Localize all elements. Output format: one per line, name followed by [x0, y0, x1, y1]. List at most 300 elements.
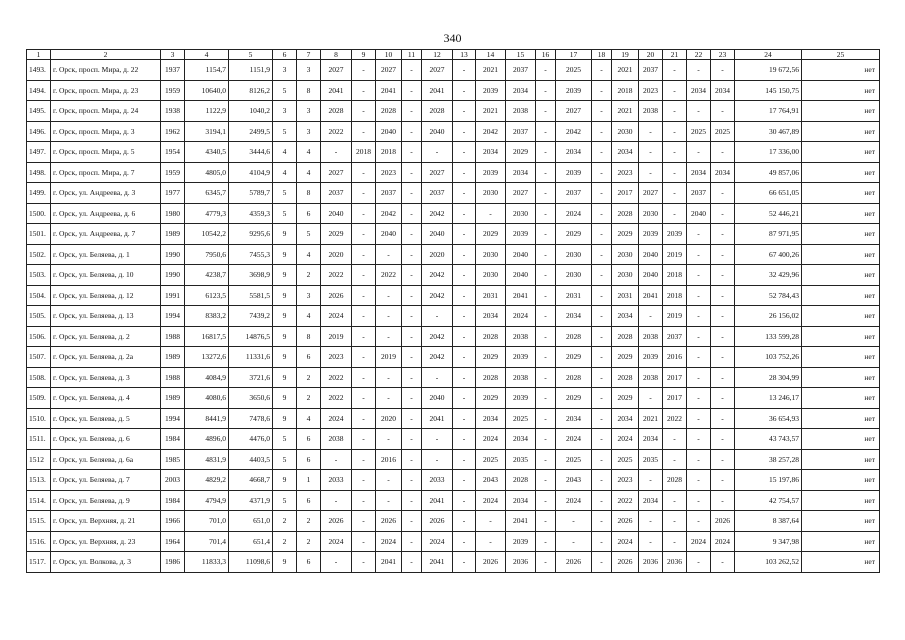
table-row	[27, 265, 880, 286]
table-cell: -	[592, 121, 612, 142]
table-cell: 4371,9	[229, 490, 273, 511]
table-cell: 2029	[321, 224, 352, 245]
table-cell: -	[536, 429, 556, 450]
table-cell: 2030	[612, 265, 639, 286]
table-cell: 6	[297, 429, 321, 450]
table-cell: -	[687, 490, 711, 511]
table-cell: -	[711, 285, 735, 306]
table-cell: -	[592, 244, 612, 265]
table-cell: -	[402, 285, 422, 306]
table-cell: нет	[802, 388, 880, 409]
table-cell: 2038	[506, 367, 536, 388]
table-cell: 1984	[161, 490, 185, 511]
table-cell: 2	[297, 511, 321, 532]
table-cell: 2037	[506, 60, 536, 81]
table-cell: -	[536, 306, 556, 327]
table-cell: 651,0	[229, 511, 273, 532]
table-row	[27, 531, 880, 552]
table-cell: 2028	[376, 101, 402, 122]
table-cell: 1938	[161, 101, 185, 122]
table-cell: 2023	[639, 80, 663, 101]
table-cell: 4	[297, 142, 321, 163]
table-cell: 1980	[161, 203, 185, 224]
table-cell: -	[422, 142, 453, 163]
table-cell: 2030	[506, 203, 536, 224]
table-cell: 11098,6	[229, 552, 273, 573]
table-row	[27, 429, 880, 450]
row-number-cell: 1504.	[27, 285, 51, 306]
table-cell: 2022	[612, 490, 639, 511]
table-cell: 2039	[556, 80, 592, 101]
table-cell: 2025	[556, 449, 592, 470]
table-cell: 5	[273, 183, 297, 204]
table-cell: 3698,9	[229, 265, 273, 286]
table-cell: 2022	[321, 367, 352, 388]
table-cell: 4340,5	[185, 142, 229, 163]
table-cell: нет	[802, 101, 880, 122]
table-cell: 3	[297, 285, 321, 306]
table-cell: 13272,6	[185, 347, 229, 368]
table-cell: -	[592, 531, 612, 552]
table-cell: -	[536, 80, 556, 101]
table-cell: 8	[297, 80, 321, 101]
table-row	[27, 203, 880, 224]
table-cell: 13 246,17	[735, 388, 802, 409]
table-cell: 2018	[376, 142, 402, 163]
table-cell: -	[402, 121, 422, 142]
column-header: 2	[51, 50, 161, 60]
column-header: 6	[273, 50, 297, 60]
table-cell: 2026	[422, 511, 453, 532]
address-cell: г. Орск, ул. Верхняя, д. 21	[51, 511, 161, 532]
row-number-cell: 1493.	[27, 60, 51, 81]
table-cell: -	[639, 306, 663, 327]
table-cell: 2026	[321, 285, 352, 306]
column-header: 10	[376, 50, 402, 60]
table-cell: 4084,9	[185, 367, 229, 388]
table-cell: -	[536, 244, 556, 265]
table-row	[27, 408, 880, 429]
row-number-cell: 1507.	[27, 347, 51, 368]
table-cell: -	[536, 449, 556, 470]
table-cell: -	[376, 470, 402, 491]
table-cell: -	[352, 449, 376, 470]
row-number-cell: 1498.	[27, 162, 51, 183]
table-row	[27, 121, 880, 142]
table-cell: 2034	[612, 306, 639, 327]
table-cell: -	[352, 408, 376, 429]
table-cell: 2027	[639, 183, 663, 204]
table-cell: -	[536, 408, 556, 429]
table-cell: 2019	[663, 244, 687, 265]
table-cell: 2030	[556, 244, 592, 265]
housing-registry-table	[26, 49, 880, 573]
table-cell: 2039	[506, 347, 536, 368]
table-cell: 2042	[422, 285, 453, 306]
table-cell: 1154,7	[185, 60, 229, 81]
table-cell: 4668,7	[229, 470, 273, 491]
table-cell: нет	[802, 470, 880, 491]
table-cell: 9	[273, 244, 297, 265]
table-cell: 2040	[687, 203, 711, 224]
table-cell: -	[453, 121, 476, 142]
table-cell: 4779,3	[185, 203, 229, 224]
table-cell: 2024	[422, 531, 453, 552]
table-cell: 2033	[321, 470, 352, 491]
table-row	[27, 60, 880, 81]
table-cell: 2034	[687, 80, 711, 101]
table-cell: 5	[273, 490, 297, 511]
table-cell: -	[453, 285, 476, 306]
column-header: 22	[687, 50, 711, 60]
address-cell: г. Орск, ул. Беляева, д. 13	[51, 306, 161, 327]
table-cell: 2039	[506, 224, 536, 245]
table-cell: 2018	[663, 265, 687, 286]
table-cell: -	[592, 203, 612, 224]
table-cell: -	[352, 552, 376, 573]
table-cell: -	[536, 470, 556, 491]
table-cell: -	[711, 490, 735, 511]
table-cell: 2042	[422, 203, 453, 224]
table-cell: 2035	[506, 449, 536, 470]
table-cell: 2034	[556, 142, 592, 163]
table-cell: 2	[273, 531, 297, 552]
table-cell: 2041	[422, 408, 453, 429]
row-number-cell: 1515.	[27, 511, 51, 532]
table-cell: 2017	[612, 183, 639, 204]
table-cell: 2031	[476, 285, 506, 306]
table-cell: 2041	[639, 285, 663, 306]
column-header: 14	[476, 50, 506, 60]
table-cell: 2037	[376, 183, 402, 204]
table-cell: -	[711, 60, 735, 81]
table-cell: -	[711, 306, 735, 327]
table-cell: 43 743,57	[735, 429, 802, 450]
table-cell: 2040	[422, 121, 453, 142]
table-cell: 2	[297, 265, 321, 286]
table-cell: 2039	[556, 162, 592, 183]
address-cell: г. Орск, ул. Беляева, д. 2	[51, 326, 161, 347]
table-cell: -	[453, 224, 476, 245]
table-cell: -	[592, 285, 612, 306]
table-cell: 8 387,64	[735, 511, 802, 532]
column-header: 23	[711, 50, 735, 60]
table-cell: 2024	[476, 490, 506, 511]
column-header: 5	[229, 50, 273, 60]
column-header: 15	[506, 50, 536, 60]
table-cell: -	[402, 490, 422, 511]
table-cell: -	[639, 121, 663, 142]
table-cell: 2025	[687, 121, 711, 142]
row-number-cell: 1502.	[27, 244, 51, 265]
table-cell: -	[376, 367, 402, 388]
table-cell: -	[402, 162, 422, 183]
table-cell: -	[592, 80, 612, 101]
table-cell: 3	[297, 60, 321, 81]
table-cell: -	[453, 244, 476, 265]
table-cell: -	[536, 531, 556, 552]
table-cell: 2027	[376, 60, 402, 81]
address-cell: г. Орск, ул. Беляева, д. 7	[51, 470, 161, 491]
table-cell: -	[687, 244, 711, 265]
column-header: 16	[536, 50, 556, 60]
table-cell: 1040,2	[229, 101, 273, 122]
row-number-cell: 1497.	[27, 142, 51, 163]
table-cell: -	[352, 531, 376, 552]
table-cell: 2042	[476, 121, 506, 142]
table-cell: 5581,5	[229, 285, 273, 306]
table-cell: 9	[273, 224, 297, 245]
table-cell: 17 336,00	[735, 142, 802, 163]
table-cell: -	[536, 265, 556, 286]
table-cell: 7478,6	[229, 408, 273, 429]
table-cell: -	[402, 244, 422, 265]
table-cell: -	[352, 388, 376, 409]
table-cell: 2041	[506, 285, 536, 306]
table-cell: 1989	[161, 347, 185, 368]
table-cell: 1989	[161, 388, 185, 409]
table-cell: 2037	[687, 183, 711, 204]
table-cell: 2023	[612, 162, 639, 183]
table-cell: -	[639, 142, 663, 163]
column-header: 13	[453, 50, 476, 60]
table-cell: 36 654,93	[735, 408, 802, 429]
table-cell: -	[536, 285, 556, 306]
table-cell: 2037	[321, 183, 352, 204]
table-cell: -	[453, 511, 476, 532]
table-cell: -	[663, 183, 687, 204]
table-cell: -	[687, 326, 711, 347]
table-cell: 2024	[711, 531, 735, 552]
table-cell: 87 971,95	[735, 224, 802, 245]
table-cell: 1988	[161, 367, 185, 388]
table-cell: нет	[802, 183, 880, 204]
table-row	[27, 101, 880, 122]
table-cell: 2024	[321, 408, 352, 429]
address-cell: г. Орск, ул. Беляева, д. 2а	[51, 347, 161, 368]
table-cell: 66 651,05	[735, 183, 802, 204]
table-cell: -	[711, 101, 735, 122]
table-cell: -	[536, 142, 556, 163]
table-cell: 2031	[556, 285, 592, 306]
table-cell: -	[536, 60, 556, 81]
table-cell: -	[453, 490, 476, 511]
table-cell: -	[711, 388, 735, 409]
table-cell: -	[592, 449, 612, 470]
table-cell: -	[453, 306, 476, 327]
table-cell: 2020	[376, 408, 402, 429]
table-cell: -	[687, 60, 711, 81]
table-cell: нет	[802, 511, 880, 532]
table-cell: 2029	[476, 347, 506, 368]
table-cell: -	[592, 490, 612, 511]
table-row	[27, 183, 880, 204]
table-cell: нет	[802, 326, 880, 347]
table-cell: 2034	[476, 408, 506, 429]
table-cell: 2022	[321, 265, 352, 286]
table-cell: 2039	[639, 224, 663, 245]
table-cell: -	[639, 162, 663, 183]
table-cell: 4805,0	[185, 162, 229, 183]
table-cell: -	[711, 429, 735, 450]
table-cell: 2021	[476, 60, 506, 81]
table-cell: -	[556, 511, 592, 532]
table-cell: 4	[273, 142, 297, 163]
table-cell: 4	[297, 244, 321, 265]
table-cell: 2039	[476, 80, 506, 101]
table-cell: 2024	[687, 531, 711, 552]
table-cell: 4794,9	[185, 490, 229, 511]
row-number-cell: 1501.	[27, 224, 51, 245]
table-cell: 2018	[612, 80, 639, 101]
table-cell: -	[663, 531, 687, 552]
table-cell: -	[711, 347, 735, 368]
table-cell: 2024	[556, 429, 592, 450]
table-cell: 2040	[321, 203, 352, 224]
table-cell: -	[453, 142, 476, 163]
table-row	[27, 388, 880, 409]
table-cell: 2034	[711, 162, 735, 183]
table-cell: -	[321, 449, 352, 470]
address-cell: г. Орск, просп. Мира, д. 5	[51, 142, 161, 163]
table-cell: 42 754,57	[735, 490, 802, 511]
address-cell: г. Орск, просп. Мира, д. 22	[51, 60, 161, 81]
row-number-cell: 1512	[27, 449, 51, 470]
table-cell: -	[663, 121, 687, 142]
table-cell: 2040	[376, 224, 402, 245]
table-cell: -	[663, 203, 687, 224]
table-cell: 103 262,52	[735, 552, 802, 573]
table-cell: 9 347,98	[735, 531, 802, 552]
table-cell: 2028	[476, 326, 506, 347]
table-cell: -	[536, 511, 556, 532]
table-cell: 1994	[161, 306, 185, 327]
table-cell: -	[711, 224, 735, 245]
table-cell: 2040	[422, 224, 453, 245]
table-cell: 103 752,26	[735, 347, 802, 368]
table-cell: 701,4	[185, 531, 229, 552]
table-cell: 2028	[321, 101, 352, 122]
row-number-cell: 1503.	[27, 265, 51, 286]
address-cell: г. Орск, ул. Беляева, д. 4	[51, 388, 161, 409]
table-cell: нет	[802, 552, 880, 573]
table-cell: 2018	[663, 285, 687, 306]
address-cell: г. Орск, ул. Беляева, д. 5	[51, 408, 161, 429]
table-cell: -	[687, 429, 711, 450]
table-cell: -	[663, 60, 687, 81]
table-cell: -	[402, 265, 422, 286]
table-cell: 14876,5	[229, 326, 273, 347]
table-cell: 8126,2	[229, 80, 273, 101]
table-cell: 1959	[161, 80, 185, 101]
table-cell: 1151,9	[229, 60, 273, 81]
row-number-cell: 1510.	[27, 408, 51, 429]
table-cell: -	[592, 367, 612, 388]
table-cell: -	[711, 142, 735, 163]
table-cell: -	[639, 470, 663, 491]
table-cell: 9	[273, 367, 297, 388]
table-cell: 2040	[376, 121, 402, 142]
table-cell: 1964	[161, 531, 185, 552]
table-cell: 3194,1	[185, 121, 229, 142]
table-cell: 2037	[422, 183, 453, 204]
table-cell: 9	[273, 326, 297, 347]
table-cell: -	[536, 552, 556, 573]
table-cell: -	[687, 224, 711, 245]
table-cell: 2034	[506, 80, 536, 101]
table-cell: -	[453, 162, 476, 183]
table-cell: -	[687, 347, 711, 368]
table-cell: -	[687, 470, 711, 491]
table-cell: 2022	[663, 408, 687, 429]
table-cell: -	[352, 101, 376, 122]
address-cell: г. Орск, ул. Беляева, д. 3	[51, 367, 161, 388]
table-cell: 2034	[556, 408, 592, 429]
table-cell: -	[687, 265, 711, 286]
column-header: 7	[297, 50, 321, 60]
table-cell: нет	[802, 142, 880, 163]
table-cell: 2038	[639, 101, 663, 122]
table-cell: 2024	[612, 429, 639, 450]
table-cell: 2038	[639, 367, 663, 388]
table-cell: 32 429,96	[735, 265, 802, 286]
table-cell: -	[453, 552, 476, 573]
table-cell: -	[592, 388, 612, 409]
table-cell: 9	[273, 408, 297, 429]
table-cell: -	[453, 531, 476, 552]
table-cell: 2024	[556, 203, 592, 224]
column-header: 17	[556, 50, 592, 60]
table-cell: -	[711, 367, 735, 388]
table-cell: 2017	[663, 388, 687, 409]
table-cell: -	[663, 490, 687, 511]
table-cell: -	[352, 367, 376, 388]
table-cell: 4	[297, 162, 321, 183]
table-cell: 2016	[663, 347, 687, 368]
address-cell: г. Орск, ул. Беляева, д. 10	[51, 265, 161, 286]
table-cell: -	[453, 101, 476, 122]
table-cell: 30 467,89	[735, 121, 802, 142]
table-cell: -	[663, 80, 687, 101]
table-cell: 6	[297, 203, 321, 224]
table-cell: 2021	[612, 101, 639, 122]
address-cell: г. Орск, просп. Мира, д. 23	[51, 80, 161, 101]
table-cell: 2029	[476, 388, 506, 409]
address-cell: г. Орск, ул. Беляева, д. 1	[51, 244, 161, 265]
table-row	[27, 285, 880, 306]
table-cell: 2034	[476, 306, 506, 327]
table-cell: 1986	[161, 552, 185, 573]
table-cell: 2024	[476, 429, 506, 450]
table-cell: -	[402, 552, 422, 573]
row-number-cell: 1496.	[27, 121, 51, 142]
table-cell: 1984	[161, 429, 185, 450]
address-cell: г. Орск, ул. Андреева, д. 7	[51, 224, 161, 245]
table-cell: -	[352, 265, 376, 286]
table-cell: -	[536, 101, 556, 122]
table-cell: нет	[802, 121, 880, 142]
table-cell: 2027	[321, 60, 352, 81]
table-cell: 145 150,75	[735, 80, 802, 101]
table-cell: нет	[802, 203, 880, 224]
table-cell: 2	[297, 531, 321, 552]
table-cell: -	[687, 449, 711, 470]
table-row	[27, 347, 880, 368]
table-cell: 5	[273, 203, 297, 224]
table-cell: 3	[273, 101, 297, 122]
table-cell: нет	[802, 285, 880, 306]
table-cell: 2023	[612, 470, 639, 491]
